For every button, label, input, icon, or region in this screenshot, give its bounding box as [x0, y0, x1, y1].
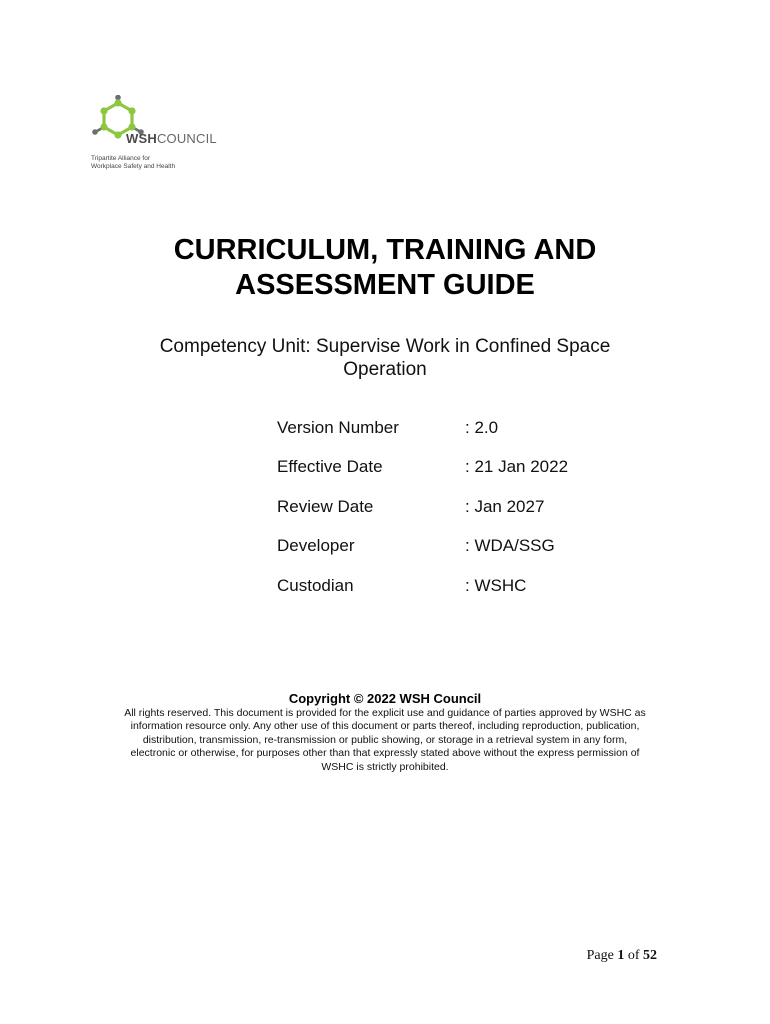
- logo-tagline: [91, 155, 175, 171]
- meta-row-effective-date: [277, 457, 637, 496]
- document-subtitle-line-1: Competency Unit: Supervise Work in Confined Space: [159, 336, 611, 357]
- meta-value: : 21 Jan 2022: [465, 457, 569, 477]
- copyright-line-5: WSHC is strictly prohibited.: [321, 760, 449, 773]
- meta-value: : WDA/SSG: [465, 536, 555, 556]
- copyright-line-4: electronic or otherwise, for purposes other than that expressly stated above without the express permission of: [130, 747, 640, 760]
- meta-row-developer: [277, 536, 637, 575]
- document-title: [0, 233, 770, 303]
- meta-value: : WSHC: [465, 575, 527, 595]
- logo-tagline-line-1: Tripartite Alliance for: [91, 155, 151, 162]
- meta-value: : 2.0: [465, 418, 499, 437]
- document-subtitle: [0, 335, 770, 381]
- meta-label: Version Number: [277, 418, 399, 437]
- meta-label: Effective Date: [277, 457, 383, 477]
- meta-label: Custodian: [277, 575, 354, 595]
- page-word: Page: [586, 948, 614, 963]
- meta-value: : Jan 2027: [465, 496, 545, 516]
- document-metadata-table: [277, 418, 637, 615]
- document-subtitle-line-2: Operation: [343, 359, 427, 380]
- page-current: 1: [617, 948, 625, 963]
- logo-wordmark: WSHCOUNCIL: [126, 131, 217, 146]
- document-title-line-1: CURRICULUM, TRAINING AND: [173, 234, 597, 266]
- document-title-line-2: ASSESSMENT GUIDE: [235, 269, 535, 301]
- copyright-notice: [85, 707, 685, 774]
- wsh-council-logo: [88, 95, 248, 175]
- page-total: 52: [643, 948, 657, 963]
- copyright-line-3: distribution, transmission, re-transmission or public showing, or storage in a retrieval system in any form,: [142, 733, 628, 746]
- copyright-heading: Copyright © 2022 WSH Council: [288, 691, 482, 706]
- meta-row-custodian: [277, 576, 637, 615]
- meta-row-review-date: [277, 497, 637, 536]
- meta-label: Review Date: [277, 496, 374, 516]
- logo-tagline-line-2: Workplace Safety and Health: [91, 163, 176, 170]
- meta-row-version-number: [277, 418, 637, 457]
- meta-label: Developer: [277, 536, 355, 556]
- page-number-footer: [587, 948, 657, 964]
- copyright-line-1: All rights reserved. This document is provided for the explicit use and guidance of parties approved by WSHC as: [124, 707, 646, 719]
- copyright-line-2: information resource only. Any other use of this document or parts thereof, including reproduction, publication,: [130, 720, 640, 733]
- of-word: of: [627, 948, 640, 963]
